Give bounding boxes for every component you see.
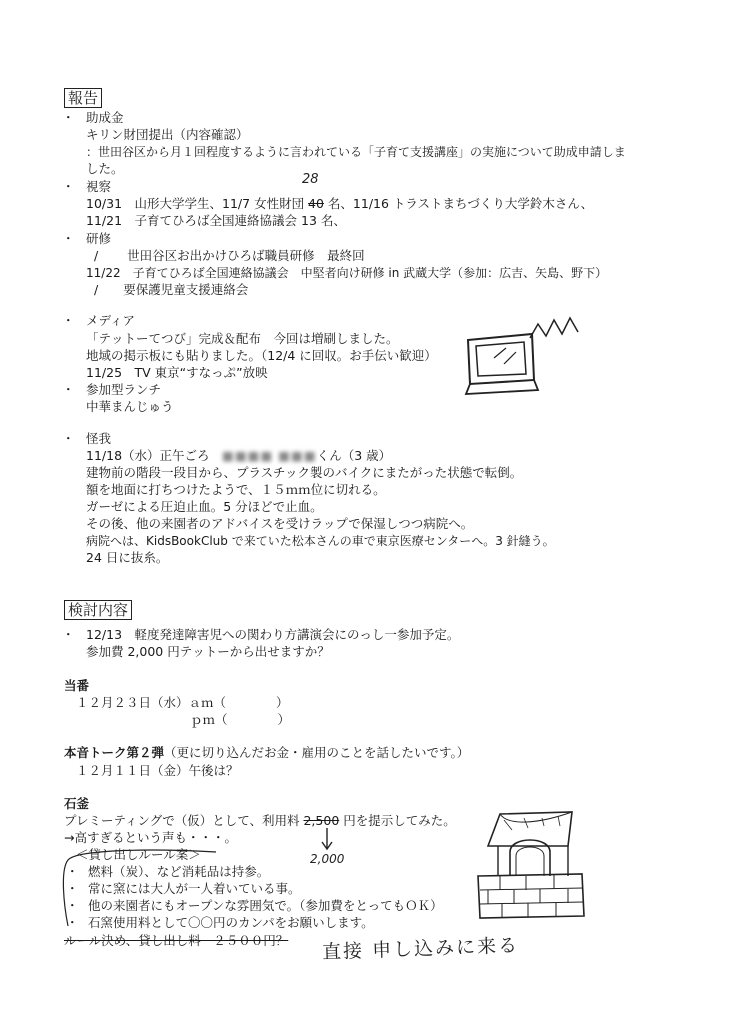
struck-rule-line: ルール決め、貸し出し料 ２５００円？ — [64, 933, 289, 948]
talk-heading: 本音トーク第２弾（更に切り込んだお金・雇用のことを話したいです。） — [64, 745, 470, 760]
media-line-1: 「テットーてつび」完成＆配布 今回は増刷しました。 — [86, 331, 399, 346]
media-label: メディア — [86, 313, 136, 328]
bullet: ・ — [62, 382, 75, 397]
talk-line-1: １２月１１日（金）午後は？ — [76, 763, 239, 778]
visit-line-1: 10/31 山形大学学生、11/7 女性財団 40 名、11/16 トラストまちづくり大学鈴木さん、 — [86, 196, 594, 211]
tv-drawing — [460, 310, 590, 400]
kiln-label: 石釜 — [64, 796, 90, 811]
review-item-line-2: 参加費 2,000 円テットーから出せますか？ — [86, 644, 330, 659]
duty-label: 当番 — [64, 678, 90, 693]
rule-item: 常に窯には大人が一人着いている事。 — [88, 881, 301, 896]
rule-item: 他の来園者にもオープンな雰囲気で。（参加費をとってもＯＫ） — [88, 898, 443, 913]
bullet: ・ — [62, 110, 75, 125]
struck-price: 2,500 — [303, 813, 340, 828]
injury-line-3: 額を地面に打ちつけたようで、１５ｍｍ位に切れる。 — [86, 482, 386, 497]
duty-line-2: ｐｍ（ ） — [190, 712, 291, 727]
lunch-line-1: 中華まんじゅう — [86, 399, 174, 414]
training-line-2: 11/22 子育てひろば全国連絡協議会 中堅者向け研修 in 武蔵大学（参加：広吉、矢島、野下） — [86, 266, 608, 280]
kiln-line-1: プレミーティングで（仮）として、利用料 2,500 円を提示してみた。 — [64, 813, 456, 828]
bullet: ・ — [62, 179, 75, 194]
handwritten-note: 直接 申し込みに来る — [321, 934, 520, 964]
injury-line-1: 11/18（水）正午ごろ ■■■■ ■■■くん（3 歳） — [86, 448, 392, 463]
grant-line-2: ：世田谷区から月１回程度するように言われている「子育て支援講座」の実施について助成申請しま — [86, 145, 626, 159]
training-line-1: / 世田谷区お出かけひろば職員研修 最終回 — [94, 248, 365, 263]
injury-label: 怪我 — [86, 431, 112, 446]
kiln-line-2: →高すぎるという声も・・・。 — [64, 830, 237, 845]
struck-count: 40 — [308, 196, 324, 211]
bullet: ・ — [62, 313, 75, 328]
review-heading: 検討内容 — [64, 600, 132, 620]
grant-line-1: キリン財団提出（内容確認） — [86, 127, 249, 142]
injury-line-6: 病院へは、KidsBookClub で来ていた松本さんの車で東京医療センターへ。3 針縫う。 — [86, 534, 555, 548]
injury-line-2: 建物前の階段一段目から、プラスチック製のバイクにまたがった状態で転倒。 — [86, 465, 523, 480]
rule-item: 石窯使用料として〇〇円のカンパをお願いします。 — [88, 915, 374, 930]
bullet: ・ — [66, 864, 79, 879]
grant-line-3: した。 — [86, 161, 124, 176]
review-item-line-1: 12/13 軽度発達障害児への関わり方講演会にのっし一参加予定。 — [86, 627, 460, 642]
stone-oven-drawing — [468, 806, 588, 926]
rules-title: ＜貸し出しルール案＞ — [76, 847, 201, 862]
media-line-2: 地域の掲示板にも貼りました。（12/4 に回収。お手伝い歓迎） — [86, 348, 437, 363]
training-line-3: / 要保護児童支援連絡会 — [94, 282, 249, 297]
handwritten-visitor-count: 28 — [302, 172, 319, 187]
bullet: ・ — [62, 431, 75, 446]
visit-line-2: 11/21 子育てひろば全国連絡協議会 13 名、 — [86, 213, 346, 228]
injury-line-7: 24 日に抜糸。 — [86, 550, 169, 565]
redacted-name: ■■■■ ■■■ — [222, 448, 317, 463]
lunch-label: 参加型ランチ — [86, 382, 162, 397]
training-label: 研修 — [86, 231, 112, 246]
injury-line-5: その後、他の来園者のアドバイスを受けラップで保湿しつつ病院へ。 — [86, 516, 474, 531]
report-heading: 報告 — [64, 88, 102, 108]
bullet: ・ — [66, 881, 79, 896]
bullet: ・ — [62, 231, 75, 246]
price-arrow — [318, 826, 338, 854]
injury-line-4: ガーゼによる圧迫止血。5 分ほどで止血。 — [86, 499, 323, 514]
grant-label: 助成金 — [86, 110, 124, 125]
bullet: ・ — [62, 627, 75, 642]
handwritten-price: 2,000 — [310, 852, 345, 866]
media-line-3: 11/25 TV 東京“すなっぷ”放映 — [86, 365, 268, 380]
bullet: ・ — [66, 915, 79, 930]
talk-label: 本音トーク第２弾 — [64, 745, 165, 760]
visit-label: 視察 — [86, 179, 112, 194]
duty-line-1: １２月２３日（水）ａｍ（ ） — [76, 695, 289, 710]
bullet: ・ — [66, 898, 79, 913]
rule-item: 燃料（炭）、など消耗品は持参。 — [88, 864, 270, 879]
